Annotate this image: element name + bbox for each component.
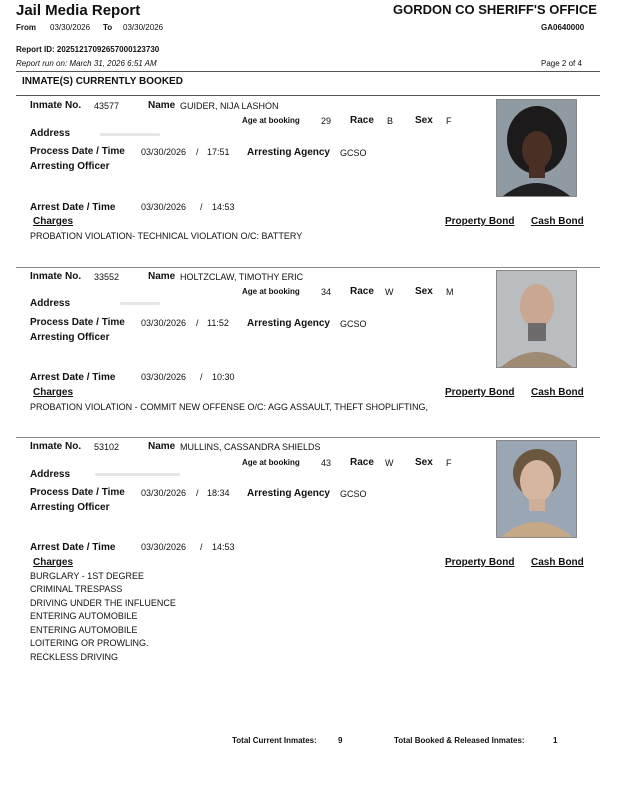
- page-number: Page 2 of 4: [541, 59, 582, 68]
- charge-item: DRIVING UNDER THE INFLUENCE: [30, 598, 176, 608]
- inmate-name: MULLINS, CASSANDRA SHIELDS: [180, 442, 321, 452]
- to-date: 03/30/2026: [123, 23, 164, 32]
- age-value: 34: [321, 287, 332, 297]
- report-title: Jail Media Report: [16, 2, 141, 19]
- to-label: To: [103, 23, 113, 32]
- age-value: 29: [321, 116, 332, 126]
- process-time: 11:52: [207, 318, 229, 328]
- arresting-officer-label: Arresting Officer: [30, 161, 110, 172]
- total-booked-value: 1: [553, 736, 558, 745]
- process-label: Process Date / Time: [30, 317, 125, 328]
- inmate-name: HOLTZCLAW, TIMOTHY ERIC: [180, 272, 304, 282]
- arrest-time: 10:30: [212, 372, 235, 382]
- age-value: 43: [321, 458, 332, 468]
- arresting-agency: GCSO: [340, 319, 367, 329]
- total-booked-label: Total Booked & Released Inmates:: [394, 736, 525, 745]
- from-date: 03/30/2026: [50, 23, 91, 32]
- charge-item: PROBATION VIOLATION - COMMIT NEW OFFENSE O/C: AGG ASSAULT, THEFT SHOPLIFTING,: [30, 402, 429, 412]
- sex-label: Sex: [415, 457, 433, 468]
- arresting-agency-label: Arresting Agency: [247, 318, 330, 329]
- address-label: Address: [30, 128, 71, 139]
- cash-bond-label: Cash Bond: [531, 387, 584, 398]
- mugshot-image: [497, 100, 576, 196]
- inmate-no-label: Inmate No.: [30, 271, 82, 282]
- charge-item: BURGLARY - 1ST DEGREE: [30, 571, 145, 581]
- cash-bond-label: Cash Bond: [531, 216, 584, 227]
- charge-item: PROBATION VIOLATION- TECHNICAL VIOLATION O/C: BATTERY: [30, 231, 303, 241]
- arresting-officer-label: Arresting Officer: [30, 332, 110, 343]
- charge-item: ENTERING AUTOMOBILE: [30, 625, 138, 635]
- header-divider: [16, 71, 600, 72]
- arresting-agency: GCSO: [340, 489, 367, 499]
- name-label: Name: [148, 441, 176, 452]
- from-label: From: [16, 23, 36, 32]
- inmate-no-label: Inmate No.: [30, 100, 82, 111]
- charge-item: ENTERING AUTOMOBILE: [30, 611, 138, 621]
- inmate-photo: [496, 270, 577, 368]
- mugshot-image: [497, 441, 576, 537]
- process-separator: /: [196, 147, 199, 157]
- arrest-label: Arrest Date / Time: [30, 542, 116, 553]
- mugshot-image: [497, 271, 576, 367]
- arrest-label: Arrest Date / Time: [30, 372, 116, 383]
- race-value: W: [385, 287, 394, 297]
- process-time: 17:51: [207, 147, 230, 157]
- process-time: 18:34: [207, 488, 230, 498]
- race-value: B: [387, 116, 394, 126]
- inmate-no: 53102: [94, 442, 120, 452]
- property-bond-label: Property Bond: [445, 216, 515, 227]
- arrest-time: 14:53: [212, 542, 235, 552]
- property-bond-label: Property Bond: [445, 557, 515, 568]
- process-date: 03/30/2026: [141, 488, 187, 498]
- property-bond-label: Property Bond: [445, 387, 515, 398]
- race-label: Race: [350, 457, 374, 468]
- arrest-label: Arrest Date / Time: [30, 202, 116, 213]
- process-date: 03/30/2026: [141, 147, 187, 157]
- age-label: Age at booking: [242, 287, 300, 296]
- report-run-date: Report run on: March 31, 2026 6:51 AM: [16, 59, 157, 68]
- charge-item: RECKLESS DRIVING: [30, 652, 119, 662]
- arrest-separator: /: [200, 202, 203, 212]
- sex-label: Sex: [415, 286, 433, 297]
- redacted-address: [120, 302, 160, 305]
- age-label: Age at booking: [242, 116, 300, 125]
- address-label: Address: [30, 298, 71, 309]
- section-title: INMATE(S) CURRENTLY BOOKED: [22, 76, 183, 87]
- inmate-no: 33552: [94, 272, 120, 282]
- inmate-photo: [496, 99, 577, 197]
- arresting-officer-label: Arresting Officer: [30, 502, 110, 513]
- arrest-date: 03/30/2026: [141, 542, 187, 552]
- agency-code: GA0640000: [541, 23, 585, 32]
- arresting-agency: GCSO: [340, 148, 367, 158]
- charges-label: Charges: [33, 216, 74, 227]
- inmate-no-label: Inmate No.: [30, 441, 82, 452]
- total-current-value: 9: [338, 736, 343, 745]
- address-label: Address: [30, 469, 71, 480]
- age-label: Age at booking: [242, 458, 300, 467]
- sex-value: M: [446, 287, 454, 297]
- sex-label: Sex: [415, 115, 433, 126]
- inmate-photo: [496, 440, 577, 538]
- arrest-date: 03/30/2026: [141, 202, 187, 212]
- agency-name: GORDON CO SHERIFF'S OFFICE: [393, 2, 597, 17]
- arresting-agency-label: Arresting Agency: [247, 147, 330, 158]
- cash-bond-label: Cash Bond: [531, 557, 584, 568]
- charges-label: Charges: [33, 387, 74, 398]
- name-label: Name: [148, 100, 176, 111]
- sex-value: F: [446, 458, 452, 468]
- arrest-date: 03/30/2026: [141, 372, 187, 382]
- charge-item: CRIMINAL TRESPASS: [30, 584, 123, 594]
- arrest-time: 14:53: [212, 202, 235, 212]
- charge-item: LOITERING OR PROWLING.: [30, 638, 149, 648]
- race-label: Race: [350, 286, 374, 297]
- process-separator: /: [196, 488, 199, 498]
- process-label: Process Date / Time: [30, 487, 125, 498]
- race-value: W: [385, 458, 394, 468]
- charges-label: Charges: [33, 557, 74, 568]
- inmate-name: GUIDER, NIJA LASHON: [180, 101, 279, 111]
- process-label: Process Date / Time: [30, 146, 125, 157]
- process-separator: /: [196, 318, 199, 328]
- record-divider: [16, 267, 600, 268]
- redacted-address: [95, 473, 180, 476]
- redacted-address: [100, 133, 160, 136]
- arrest-separator: /: [200, 372, 203, 382]
- sex-value: F: [446, 116, 452, 126]
- inmate-no: 43577: [94, 101, 120, 111]
- process-date: 03/30/2026: [141, 318, 187, 328]
- total-current-label: Total Current Inmates:: [232, 736, 317, 745]
- name-label: Name: [148, 271, 176, 282]
- arresting-agency-label: Arresting Agency: [247, 488, 330, 499]
- section-divider: [16, 95, 600, 96]
- record-divider: [16, 437, 600, 438]
- arrest-separator: /: [200, 542, 203, 552]
- race-label: Race: [350, 115, 374, 126]
- report-id: Report ID: 20251217092657000123730: [16, 45, 160, 54]
